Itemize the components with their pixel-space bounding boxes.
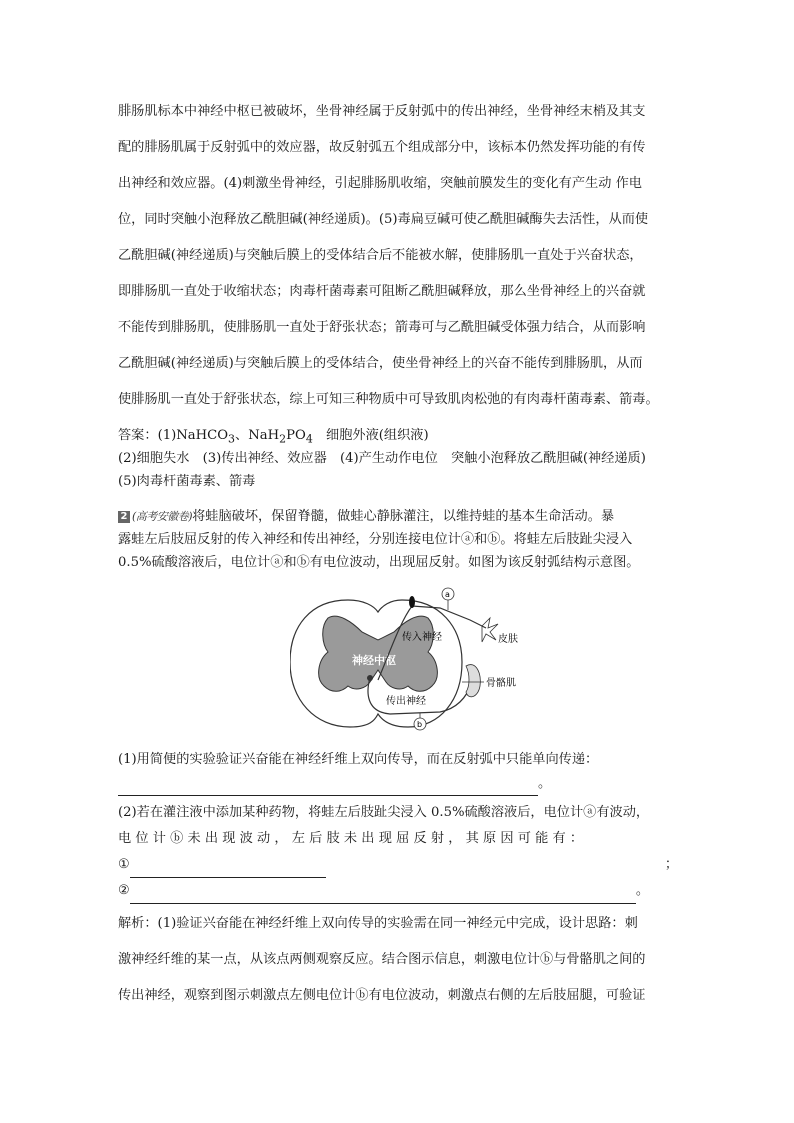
text-line: 不能传到腓肠肌，使腓肠肌一直处于舒张状态；箭毒可与乙酰胆碱受体强力结合，从而影响 <box>118 320 646 335</box>
text-line: 位，同时突触小泡释放乙酰胆碱(神经递质)。(5)毒扁豆碱可使乙酰胆碱酶失去活性，从而使 <box>118 212 649 227</box>
period: 。 <box>538 776 552 791</box>
answer-line-2: (2)细胞失水 (3)传出神经、效应器 (4)产生动作电位 突触小泡释放乙酰胆碱(神经递质) <box>118 451 646 466</box>
subquestion-2 <box>118 800 678 904</box>
question-line-3: 0.5%硫酸溶液后，电位计ⓐ和ⓑ有电位波动，出现屈反射。如图为该反射弧结构示意图。 <box>118 555 640 570</box>
mark-2: ② <box>118 883 130 898</box>
explanation <box>118 906 678 1014</box>
answer-block <box>118 424 688 493</box>
text-line: 出神经和效应器。(4)刺激坐骨神经，引起腓肠肌收缩，突触前膜发生的变化有产生动 作电 <box>118 176 642 191</box>
question-line-2: 露蛙左后肢屈反射的传入神经和传出神经，分别连接电位计ⓐ和ⓑ。将蛙左后肢趾尖浸入 <box>118 532 633 547</box>
answer-blank[interactable] <box>118 781 538 796</box>
center-label: 神经中枢 <box>352 654 396 667</box>
question-number-badge: 2 <box>118 511 130 523</box>
formula: 、NaH <box>235 428 280 443</box>
question-stem <box>118 505 678 574</box>
text-line: 激神经纤维的某一点，从该点两侧观察反应。结合图示信息，刺激电位计ⓑ与骨骼肌之间的 <box>118 952 646 967</box>
text-line: 乙酰胆碱(神经递质)与突触后膜上的受体结合，使坐骨神经上的兴奋不能传到腓肠肌，从而 <box>118 356 643 371</box>
skin-receptor <box>482 618 498 642</box>
subscript: 3 <box>228 432 236 446</box>
skin-label: 皮肤 <box>498 634 518 645</box>
answer-label: 答案： <box>118 428 158 443</box>
meter-b-label: b <box>417 720 423 729</box>
subscript: 4 <box>305 432 313 446</box>
period: 。 <box>635 883 650 898</box>
text-line: 即腓肠肌一直处于收缩状态；肉毒杆菌毒素可阻断乙酰胆碱释放，那么坐骨神经上的兴奋就 <box>118 284 646 299</box>
text-line: 腓肠肌标本中神经中枢已被破坏，坐骨神经属于反射弧中的传出神经，坐骨神经末梢及其支 <box>118 104 646 119</box>
answer-blank[interactable] <box>130 863 326 878</box>
answer-text: 细胞外液(组织液) <box>312 428 429 443</box>
dorsal-ganglion <box>409 596 415 608</box>
blank-row-2 <box>118 878 678 904</box>
subquestion-1-text: (1)用简便的实验验证兴奋能在神经纤维上双向传导，而在反射弧中只能单向传递： <box>118 752 599 767</box>
answer-line-3: (5)肉毒杆菌毒素、箭毒 <box>118 474 256 489</box>
text-line: 解析：(1)验证兴奋能在神经纤维上双向传导的实验需在同一神经元中完成，设计思路：刺 <box>118 916 638 931</box>
mark-1: ① <box>118 857 130 872</box>
subscript: 2 <box>279 432 287 446</box>
answer-line-1 <box>118 424 688 447</box>
formula: (1)NaHCO <box>157 428 229 443</box>
question-text: 将蛙脑破坏，保留脊髓，做蛙心静脉灌注，以维持蛙的基本生命活动。暴 <box>192 509 615 524</box>
muscle-label: 骨骼肌 <box>486 678 516 689</box>
answer-blank[interactable] <box>130 889 636 904</box>
text-line: 传出神经，观察到图示刺激点左侧电位计ⓑ有电位波动，刺激点右侧的左后肢屈腿，可验证 <box>118 988 646 1003</box>
semicolon: ； <box>664 857 678 872</box>
reflex-arc-diagram <box>290 582 520 732</box>
question-line-1 <box>118 505 678 528</box>
subquestion-2-line-2: 电 位 计 ⓑ 未 出 现 波 动 ， 左 后 肢 未 出 现 屈 反 射 ， 其 原 因 可 能 有 ： <box>118 831 584 846</box>
source-tag: (高考安徽卷) <box>132 510 193 523</box>
subquestion-1 <box>118 748 678 796</box>
explanation-continued <box>118 94 678 418</box>
formula: PO <box>286 428 306 443</box>
text-line: 使腓肠肌一直处于舒张状态，综上可知三种物质中可导致肌肉松弛的有肉毒杆菌毒素、箭毒。 <box>118 392 659 407</box>
afferent-label: 传入神经 <box>402 632 442 643</box>
meter-a-label: a <box>445 590 450 599</box>
text-line: 配的腓肠肌属于反射弧中的效应器，故反射弧五个组成部分中，该标本仍然发挥功能的有传 <box>118 140 646 155</box>
blank-row-1 <box>118 852 678 878</box>
subquestion-2-line-1: (2)若在灌注液中添加某种药物，将蛙左后肢趾尖浸入 0.5%硫酸溶液后，电位计ⓐ有波动， <box>118 805 650 820</box>
muscle <box>466 665 480 697</box>
text-line: 乙酰胆碱(神经递质)与突触后膜上的受体结合后不能被水解，使腓肠肌一直处于兴奋状态， <box>118 248 643 263</box>
efferent-label: 传出神经 <box>386 696 426 707</box>
